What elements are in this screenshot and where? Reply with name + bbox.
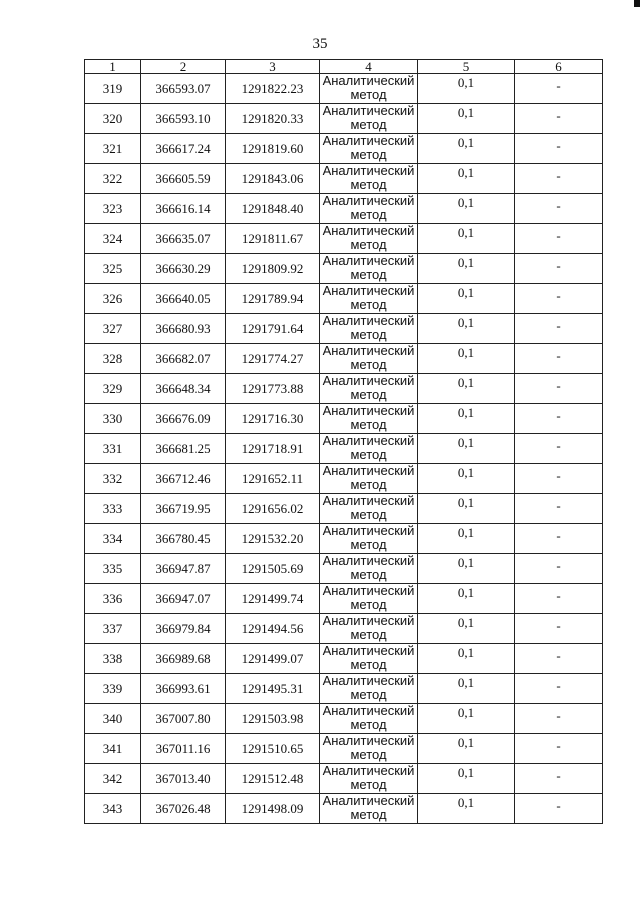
note-cell	[515, 194, 603, 224]
accuracy-value: 0,1	[457, 765, 475, 780]
note-value: -	[556, 348, 561, 363]
method-cell	[320, 734, 418, 764]
accuracy-value: 0,1	[457, 225, 475, 240]
y-coordinate-cell: 1291848.40	[226, 194, 320, 224]
note-cell	[515, 464, 603, 494]
point-number-cell: 343	[85, 794, 141, 824]
note-value: -	[556, 438, 561, 453]
accuracy-cell	[418, 164, 515, 194]
note-cell	[515, 74, 603, 104]
method-line-1: Аналитический	[322, 283, 415, 298]
x-coordinate-cell: 366682.07	[141, 344, 226, 374]
y-coordinate-cell: 1291505.69	[226, 554, 320, 584]
note-cell	[515, 734, 603, 764]
method-line-2: метод	[350, 807, 387, 822]
y-coordinate-cell: 1291495.31	[226, 674, 320, 704]
method-cell	[320, 764, 418, 794]
accuracy-value: 0,1	[457, 525, 475, 540]
note-cell	[515, 134, 603, 164]
method-line-1: Аналитический	[322, 493, 415, 508]
note-value: -	[556, 528, 561, 543]
x-coordinate-cell: 366648.34	[141, 374, 226, 404]
x-coordinate-cell: 366676.09	[141, 404, 226, 434]
note-value: -	[556, 138, 561, 153]
note-cell	[515, 284, 603, 314]
method-line-2: метод	[350, 327, 387, 342]
accuracy-value: 0,1	[457, 615, 475, 630]
x-coordinate-cell: 367026.48	[141, 794, 226, 824]
method-line-1: Аналитический	[322, 793, 415, 808]
method-line-2: метод	[350, 267, 387, 282]
note-value: -	[556, 498, 561, 513]
method-cell	[320, 674, 418, 704]
point-number-cell: 342	[85, 764, 141, 794]
accuracy-cell	[418, 584, 515, 614]
accuracy-cell	[418, 104, 515, 134]
note-cell	[515, 674, 603, 704]
method-cell	[320, 584, 418, 614]
column-header: 4	[320, 60, 418, 74]
table-row	[85, 764, 603, 794]
table-row	[85, 104, 603, 134]
page-number: 35	[312, 36, 328, 52]
y-coordinate-cell: 1291499.07	[226, 644, 320, 674]
method-line-1: Аналитический	[322, 463, 415, 478]
point-number-cell: 335	[85, 554, 141, 584]
x-coordinate-cell: 366719.95	[141, 494, 226, 524]
method-line-1: Аналитический	[322, 163, 415, 178]
accuracy-cell	[418, 764, 515, 794]
accuracy-value: 0,1	[457, 555, 475, 570]
y-coordinate-cell: 1291843.06	[226, 164, 320, 194]
method-cell	[320, 344, 418, 374]
point-number-cell: 320	[85, 104, 141, 134]
accuracy-value: 0,1	[457, 705, 475, 720]
note-cell	[515, 584, 603, 614]
note-cell	[515, 404, 603, 434]
accuracy-value: 0,1	[457, 645, 475, 660]
accuracy-cell	[418, 194, 515, 224]
method-cell	[320, 524, 418, 554]
x-coordinate-cell: 366989.68	[141, 644, 226, 674]
x-coordinate-cell: 366993.61	[141, 674, 226, 704]
table-row	[85, 314, 603, 344]
accuracy-cell	[418, 794, 515, 824]
y-coordinate-cell: 1291820.33	[226, 104, 320, 134]
table-row	[85, 194, 603, 224]
accuracy-cell	[418, 524, 515, 554]
method-cell	[320, 554, 418, 584]
method-cell	[320, 134, 418, 164]
y-coordinate-cell: 1291819.60	[226, 134, 320, 164]
x-coordinate-cell: 366640.05	[141, 284, 226, 314]
point-number-cell: 339	[85, 674, 141, 704]
note-value: -	[556, 708, 561, 723]
column-header: 2	[141, 60, 226, 74]
method-line-2: метод	[350, 567, 387, 582]
note-value: -	[556, 678, 561, 693]
note-cell	[515, 644, 603, 674]
accuracy-value: 0,1	[457, 795, 475, 810]
accuracy-cell	[418, 464, 515, 494]
method-cell	[320, 374, 418, 404]
method-cell	[320, 704, 418, 734]
accuracy-cell	[418, 734, 515, 764]
method-cell	[320, 284, 418, 314]
y-coordinate-cell: 1291789.94	[226, 284, 320, 314]
accuracy-value: 0,1	[457, 495, 475, 510]
note-cell	[515, 704, 603, 734]
note-value: -	[556, 78, 561, 93]
method-line-2: метод	[350, 207, 387, 222]
method-line-2: метод	[350, 297, 387, 312]
note-value: -	[556, 288, 561, 303]
point-number-cell: 324	[85, 224, 141, 254]
accuracy-value: 0,1	[457, 345, 475, 360]
method-line-2: метод	[350, 537, 387, 552]
x-coordinate-cell: 367011.16	[141, 734, 226, 764]
table-row	[85, 224, 603, 254]
x-coordinate-cell: 366617.24	[141, 134, 226, 164]
method-line-1: Аналитический	[322, 223, 415, 238]
table-body	[85, 60, 603, 824]
note-value: -	[556, 468, 561, 483]
x-coordinate-cell: 366605.59	[141, 164, 226, 194]
accuracy-value: 0,1	[457, 195, 475, 210]
method-line-1: Аналитический	[322, 253, 415, 268]
x-coordinate-cell: 367007.80	[141, 704, 226, 734]
method-cell	[320, 494, 418, 524]
x-coordinate-cell: 367013.40	[141, 764, 226, 794]
accuracy-value: 0,1	[457, 315, 475, 330]
method-line-2: метод	[350, 657, 387, 672]
method-line-2: метод	[350, 507, 387, 522]
note-value: -	[556, 588, 561, 603]
y-coordinate-cell: 1291809.92	[226, 254, 320, 284]
y-coordinate-cell: 1291774.27	[226, 344, 320, 374]
method-line-2: метод	[350, 177, 387, 192]
column-header: 6	[515, 60, 603, 74]
method-line-1: Аналитический	[322, 103, 415, 118]
scan-corner-mark	[634, 0, 640, 7]
point-number-cell: 340	[85, 704, 141, 734]
accuracy-cell	[418, 554, 515, 584]
y-coordinate-cell: 1291791.64	[226, 314, 320, 344]
point-number-cell: 334	[85, 524, 141, 554]
note-cell	[515, 494, 603, 524]
y-coordinate-cell: 1291499.74	[226, 584, 320, 614]
note-value: -	[556, 258, 561, 273]
note-cell	[515, 434, 603, 464]
note-cell	[515, 764, 603, 794]
table-row	[85, 284, 603, 314]
method-cell	[320, 74, 418, 104]
method-line-2: метод	[350, 687, 387, 702]
accuracy-value: 0,1	[457, 405, 475, 420]
table-row	[85, 674, 603, 704]
note-cell	[515, 524, 603, 554]
point-number-cell: 327	[85, 314, 141, 344]
point-number-cell: 333	[85, 494, 141, 524]
method-line-2: метод	[350, 237, 387, 252]
accuracy-cell	[418, 674, 515, 704]
x-coordinate-cell: 366680.93	[141, 314, 226, 344]
method-line-1: Аналитический	[322, 703, 415, 718]
note-cell	[515, 224, 603, 254]
y-coordinate-cell: 1291498.09	[226, 794, 320, 824]
note-value: -	[556, 738, 561, 753]
method-cell	[320, 254, 418, 284]
point-number-cell: 331	[85, 434, 141, 464]
point-number-cell: 329	[85, 374, 141, 404]
accuracy-cell	[418, 254, 515, 284]
point-number-cell: 322	[85, 164, 141, 194]
method-line-1: Аналитический	[322, 193, 415, 208]
x-coordinate-cell: 366635.07	[141, 224, 226, 254]
table-row	[85, 374, 603, 404]
note-value: -	[556, 768, 561, 783]
x-coordinate-cell: 366947.07	[141, 584, 226, 614]
method-line-1: Аналитический	[322, 403, 415, 418]
accuracy-cell	[418, 614, 515, 644]
note-value: -	[556, 618, 561, 633]
table-row	[85, 164, 603, 194]
accuracy-cell	[418, 704, 515, 734]
accuracy-value: 0,1	[457, 165, 475, 180]
method-line-1: Аналитический	[322, 583, 415, 598]
x-coordinate-cell: 366630.29	[141, 254, 226, 284]
note-cell	[515, 374, 603, 404]
point-number-cell: 328	[85, 344, 141, 374]
accuracy-cell	[418, 374, 515, 404]
accuracy-cell	[418, 644, 515, 674]
x-coordinate-cell: 366979.84	[141, 614, 226, 644]
accuracy-cell	[418, 344, 515, 374]
note-value: -	[556, 168, 561, 183]
method-cell	[320, 224, 418, 254]
point-number-cell: 336	[85, 584, 141, 614]
accuracy-value: 0,1	[457, 585, 475, 600]
table-row	[85, 464, 603, 494]
table-row	[85, 554, 603, 584]
method-cell	[320, 104, 418, 134]
y-coordinate-cell: 1291512.48	[226, 764, 320, 794]
table-row	[85, 614, 603, 644]
method-line-2: метод	[350, 447, 387, 462]
method-line-2: метод	[350, 717, 387, 732]
method-line-1: Аналитический	[322, 343, 415, 358]
method-line-2: метод	[350, 357, 387, 372]
table-row	[85, 794, 603, 824]
accuracy-cell	[418, 404, 515, 434]
point-number-cell: 325	[85, 254, 141, 284]
accuracy-cell	[418, 134, 515, 164]
y-coordinate-cell: 1291656.02	[226, 494, 320, 524]
method-line-2: метод	[350, 627, 387, 642]
note-cell	[515, 314, 603, 344]
method-line-2: метод	[350, 87, 387, 102]
method-line-2: метод	[350, 747, 387, 762]
accuracy-cell	[418, 74, 515, 104]
x-coordinate-cell: 366593.10	[141, 104, 226, 134]
note-cell	[515, 164, 603, 194]
method-line-2: метод	[350, 117, 387, 132]
column-header: 5	[418, 60, 515, 74]
y-coordinate-cell: 1291503.98	[226, 704, 320, 734]
accuracy-cell	[418, 314, 515, 344]
y-coordinate-cell: 1291652.11	[226, 464, 320, 494]
table-row	[85, 254, 603, 284]
column-header: 3	[226, 60, 320, 74]
accuracy-value: 0,1	[457, 675, 475, 690]
table-row	[85, 134, 603, 164]
note-value: -	[556, 408, 561, 423]
table-row	[85, 494, 603, 524]
note-value: -	[556, 648, 561, 663]
note-value: -	[556, 198, 561, 213]
accuracy-value: 0,1	[457, 285, 475, 300]
y-coordinate-cell: 1291716.30	[226, 404, 320, 434]
point-number-cell: 326	[85, 284, 141, 314]
note-cell	[515, 554, 603, 584]
y-coordinate-cell: 1291811.67	[226, 224, 320, 254]
method-line-1: Аналитический	[322, 133, 415, 148]
note-value: -	[556, 108, 561, 123]
accuracy-value: 0,1	[457, 135, 475, 150]
table-row	[85, 584, 603, 614]
method-line-1: Аналитический	[322, 673, 415, 688]
accuracy-cell	[418, 494, 515, 524]
point-number-cell: 319	[85, 74, 141, 104]
note-value: -	[556, 798, 561, 813]
y-coordinate-cell: 1291494.56	[226, 614, 320, 644]
x-coordinate-cell: 366780.45	[141, 524, 226, 554]
accuracy-value: 0,1	[457, 255, 475, 270]
table-row	[85, 74, 603, 104]
x-coordinate-cell: 366947.87	[141, 554, 226, 584]
point-number-cell: 330	[85, 404, 141, 434]
accuracy-value: 0,1	[457, 435, 475, 450]
method-cell	[320, 164, 418, 194]
note-cell	[515, 254, 603, 284]
x-coordinate-cell: 366712.46	[141, 464, 226, 494]
y-coordinate-cell: 1291822.23	[226, 74, 320, 104]
y-coordinate-cell: 1291718.91	[226, 434, 320, 464]
method-line-1: Аналитический	[322, 643, 415, 658]
coordinates-table	[84, 59, 603, 824]
note-value: -	[556, 378, 561, 393]
point-number-cell: 323	[85, 194, 141, 224]
table-row	[85, 434, 603, 464]
method-cell	[320, 194, 418, 224]
accuracy-cell	[418, 284, 515, 314]
x-coordinate-cell: 366681.25	[141, 434, 226, 464]
method-line-1: Аналитический	[322, 373, 415, 388]
x-coordinate-cell: 366593.07	[141, 74, 226, 104]
method-line-1: Аналитический	[322, 433, 415, 448]
method-line-2: метод	[350, 387, 387, 402]
point-number-cell: 321	[85, 134, 141, 164]
accuracy-value: 0,1	[457, 735, 475, 750]
x-coordinate-cell: 366616.14	[141, 194, 226, 224]
accuracy-value: 0,1	[457, 75, 475, 90]
method-line-1: Аналитический	[322, 553, 415, 568]
table-row	[85, 734, 603, 764]
method-line-1: Аналитический	[322, 523, 415, 538]
accuracy-value: 0,1	[457, 375, 475, 390]
method-line-2: метод	[350, 147, 387, 162]
note-value: -	[556, 558, 561, 573]
method-line-2: метод	[350, 417, 387, 432]
table-row	[85, 344, 603, 374]
accuracy-cell	[418, 434, 515, 464]
method-line-1: Аналитический	[322, 73, 415, 88]
note-cell	[515, 104, 603, 134]
column-header: 1	[85, 60, 141, 74]
table-row	[85, 704, 603, 734]
accuracy-value: 0,1	[457, 105, 475, 120]
note-cell	[515, 344, 603, 374]
point-number-cell: 337	[85, 614, 141, 644]
method-line-1: Аналитический	[322, 763, 415, 778]
method-line-1: Аналитический	[322, 613, 415, 628]
table-row	[85, 644, 603, 674]
method-cell	[320, 314, 418, 344]
note-cell	[515, 794, 603, 824]
point-number-cell: 338	[85, 644, 141, 674]
note-value: -	[556, 318, 561, 333]
table-header-row	[85, 60, 603, 74]
y-coordinate-cell: 1291773.88	[226, 374, 320, 404]
method-line-2: метод	[350, 477, 387, 492]
accuracy-value: 0,1	[457, 465, 475, 480]
method-cell	[320, 434, 418, 464]
method-cell	[320, 644, 418, 674]
table-row	[85, 404, 603, 434]
method-cell	[320, 464, 418, 494]
y-coordinate-cell: 1291510.65	[226, 734, 320, 764]
accuracy-cell	[418, 224, 515, 254]
point-number-cell: 341	[85, 734, 141, 764]
method-line-2: метод	[350, 597, 387, 612]
method-cell	[320, 404, 418, 434]
point-number-cell: 332	[85, 464, 141, 494]
y-coordinate-cell: 1291532.20	[226, 524, 320, 554]
note-value: -	[556, 228, 561, 243]
note-cell	[515, 614, 603, 644]
method-cell	[320, 794, 418, 824]
method-line-1: Аналитический	[322, 733, 415, 748]
method-cell	[320, 614, 418, 644]
method-line-1: Аналитический	[322, 313, 415, 328]
table-row	[85, 524, 603, 554]
method-line-2: метод	[350, 777, 387, 792]
